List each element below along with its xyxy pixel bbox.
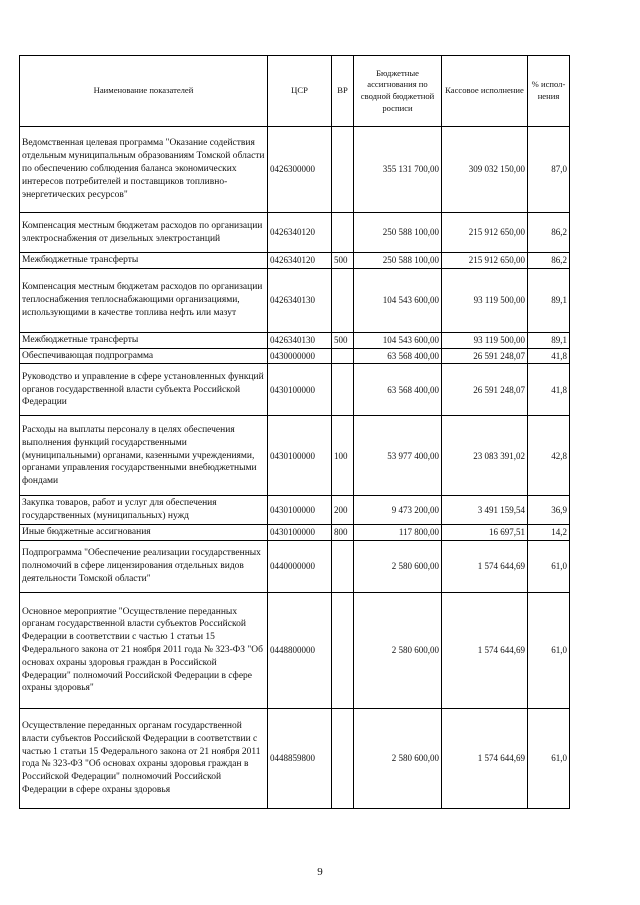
row-cash: 93 119 500,00	[442, 332, 528, 348]
row-cash: 26 591 248,07	[442, 348, 528, 364]
row-vr	[332, 127, 354, 213]
row-csr: 0448800000	[268, 592, 332, 708]
row-name: Подпрограмма "Обеспечение реализации государственных полномочий в сфере лицензирования отдельных видов деятельности Томской области"	[20, 540, 268, 592]
row-percent: 61,0	[528, 540, 570, 592]
table-row	[20, 416, 570, 496]
row-vr: 500	[332, 332, 354, 348]
row-csr: 0426340120	[268, 213, 332, 253]
row-assigned: 104 543 600,00	[354, 268, 442, 332]
row-percent: 41,8	[528, 348, 570, 364]
row-name: Расходы на выплаты персоналу в целях обеспечения выполнения функций государственными (муниципальными) органами, казенными учреждениями, органами управления государственными внебюджетными фондами	[20, 416, 268, 496]
row-percent: 89,1	[528, 332, 570, 348]
row-name: Руководство и управление в сфере установленных функций органов государственной власти субъекта Российской Федерации	[20, 364, 268, 416]
row-name: Иные бюджетные ассигнования	[20, 525, 268, 541]
row-cash: 215 912 650,00	[442, 213, 528, 253]
table-row	[20, 348, 570, 364]
row-cash: 16 697,51	[442, 525, 528, 541]
row-percent: 41,8	[528, 364, 570, 416]
row-vr	[332, 540, 354, 592]
row-csr: 0426300000	[268, 127, 332, 213]
row-percent: 14,2	[528, 525, 570, 541]
row-name: Закупка товаров, работ и услуг для обеспечения государственных (муниципальных) нужд	[20, 496, 268, 525]
table-row	[20, 496, 570, 525]
row-name: Ведомственная целевая программа "Оказание содействия отдельным муниципальным образованиям Томской области по обеспечению соблюдения баланса экономических интересов потребителей и поставщиков топливно-энергетических ресурсов"	[20, 127, 268, 213]
row-percent: 89,1	[528, 268, 570, 332]
row-vr: 100	[332, 416, 354, 496]
row-name: Межбюджетные трансферты	[20, 253, 268, 269]
row-csr: 0430100000	[268, 496, 332, 525]
row-name: Основное мероприятие "Осуществление переданных органам государственной власти субъектов Российской Федерации в соответствии с частью 1 статьи 15 Федерального закона от 21 ноября 2011 года № 323-ФЗ "Об основах охраны здоровья граждан в Российской Федерации" полномочий Российской Федерации в сфере охраны здоровья"	[20, 592, 268, 708]
row-vr	[332, 213, 354, 253]
budget-table	[19, 55, 570, 809]
row-assigned: 63 568 400,00	[354, 364, 442, 416]
row-percent: 61,0	[528, 708, 570, 808]
row-csr: 0430100000	[268, 416, 332, 496]
table-row	[20, 708, 570, 808]
row-vr: 500	[332, 253, 354, 269]
row-percent: 61,0	[528, 592, 570, 708]
table-row	[20, 525, 570, 541]
row-cash: 1 574 644,69	[442, 708, 528, 808]
row-vr	[332, 592, 354, 708]
row-cash: 215 912 650,00	[442, 253, 528, 269]
header-vr: ВР	[332, 56, 354, 127]
row-csr: 0448859800	[268, 708, 332, 808]
header-percent: % испол-нения	[528, 56, 570, 127]
row-assigned: 9 473 200,00	[354, 496, 442, 525]
row-cash: 1 574 644,69	[442, 592, 528, 708]
header-row	[20, 56, 570, 127]
row-csr: 0426340120	[268, 253, 332, 269]
row-assigned: 53 977 400,00	[354, 416, 442, 496]
header-assigned: Бюджетные ассигнования по сводной бюджетной росписи	[354, 56, 442, 127]
row-name: Осуществление переданных органам государственной власти субъектов Российской Федерации в соответствии с частью 1 статьи 15 Федерального закона от 21 ноября 2011 года № 323-ФЗ "Об основах охраны здоровья граждан в Российской Федерации" полномочий Российской Федерации в сфере охраны здоровья	[20, 708, 268, 808]
row-vr: 800	[332, 525, 354, 541]
header-csr: ЦСР	[268, 56, 332, 127]
row-assigned: 355 131 700,00	[354, 127, 442, 213]
row-csr: 0426340130	[268, 332, 332, 348]
row-cash: 3 491 159,54	[442, 496, 528, 525]
table-row	[20, 127, 570, 213]
table-row	[20, 364, 570, 416]
row-vr	[332, 268, 354, 332]
table-row	[20, 332, 570, 348]
row-assigned: 250 588 100,00	[354, 253, 442, 269]
page-number: 9	[317, 866, 323, 878]
header-name: Наименование показателей	[20, 56, 268, 127]
table-row	[20, 253, 570, 269]
row-assigned: 2 580 600,00	[354, 540, 442, 592]
table-row	[20, 213, 570, 253]
row-assigned: 2 580 600,00	[354, 708, 442, 808]
row-assigned: 63 568 400,00	[354, 348, 442, 364]
row-percent: 86,2	[528, 253, 570, 269]
row-cash: 26 591 248,07	[442, 364, 528, 416]
row-cash: 23 083 391,02	[442, 416, 528, 496]
row-percent: 36,9	[528, 496, 570, 525]
row-vr	[332, 708, 354, 808]
row-csr: 0430100000	[268, 364, 332, 416]
row-cash: 1 574 644,69	[442, 540, 528, 592]
header-cash: Кассовое исполнение	[442, 56, 528, 127]
row-vr	[332, 348, 354, 364]
row-cash: 93 119 500,00	[442, 268, 528, 332]
row-percent: 86,2	[528, 213, 570, 253]
row-vr: 200	[332, 496, 354, 525]
row-assigned: 2 580 600,00	[354, 592, 442, 708]
row-csr: 0430000000	[268, 348, 332, 364]
row-name: Обеспечивающая подпрограмма	[20, 348, 268, 364]
row-assigned: 250 588 100,00	[354, 213, 442, 253]
row-percent: 42,8	[528, 416, 570, 496]
row-vr	[332, 364, 354, 416]
table-row	[20, 540, 570, 592]
row-assigned: 117 800,00	[354, 525, 442, 541]
row-name: Межбюджетные трансферты	[20, 332, 268, 348]
row-csr: 0440000000	[268, 540, 332, 592]
row-csr: 0426340130	[268, 268, 332, 332]
row-assigned: 104 543 600,00	[354, 332, 442, 348]
table-row	[20, 592, 570, 708]
row-cash: 309 032 150,00	[442, 127, 528, 213]
row-csr: 0430100000	[268, 525, 332, 541]
row-name: Компенсация местным бюджетам расходов по организации электроснабжения от дизельных электростанций	[20, 213, 268, 253]
table-row	[20, 268, 570, 332]
row-percent: 87,0	[528, 127, 570, 213]
row-name: Компенсация местным бюджетам расходов по организации теплоснабжения теплоснабжающими организациями, использующими в качестве топлива нефть или мазут	[20, 268, 268, 332]
